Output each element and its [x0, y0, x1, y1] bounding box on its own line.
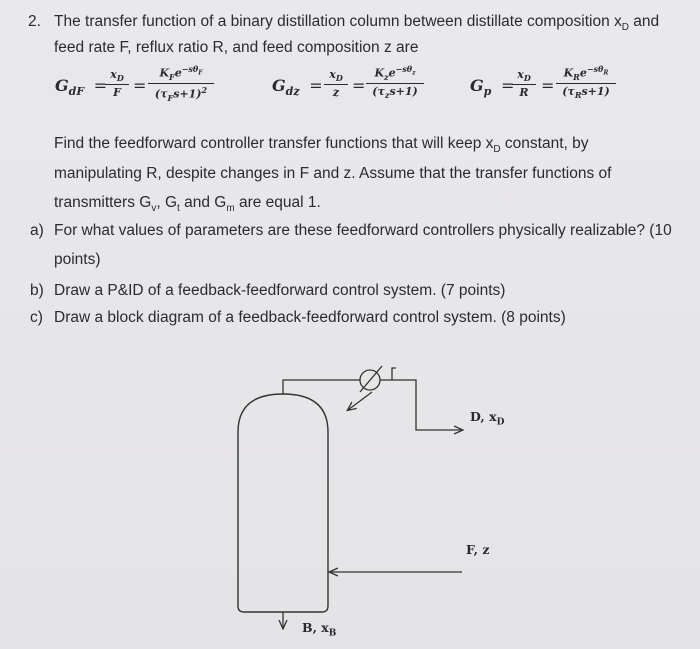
question-number: 2.: [28, 13, 41, 30]
eq2-frac2-e: e: [388, 66, 396, 80]
eq2-frac1-den: z: [332, 86, 340, 100]
eq1-frac2-den-a: (τ: [154, 87, 168, 101]
distillate-label-text: D, x: [470, 409, 497, 424]
bottoms-label: [302, 620, 336, 639]
body-line3-c: and G: [179, 194, 227, 211]
body-line2: manipulating R, despite changes in F and z. Assume that the transfer functions of: [54, 165, 612, 182]
feed-label: F, z: [466, 542, 490, 557]
eq1-lhs-sub: dF: [68, 85, 85, 99]
part-a-label: a): [30, 222, 44, 239]
eq2-lhs-sub: dz: [285, 85, 300, 99]
question-intro-line2: feed rate F, reflux ratio R, and feed composition z are: [54, 39, 419, 56]
eq3-frac2-k-sub: R: [573, 71, 580, 82]
eq3-frac2-k: K: [563, 66, 574, 80]
eq2-frac2-den-b: s+1): [389, 84, 418, 98]
eq2-equals-2: =: [352, 76, 366, 95]
reflux-arrow: [348, 392, 372, 410]
eq1-frac1-num: x: [110, 68, 117, 81]
eq2-frac2-den-sub: z: [384, 90, 390, 101]
eq3-frac1-den: R: [519, 86, 529, 100]
body-line3-sub2: t: [177, 203, 180, 215]
eq1-equals-2: =: [133, 76, 147, 95]
eq2-frac2-k: K: [374, 66, 385, 80]
eq1-frac1-den: F: [113, 86, 121, 100]
eq3-frac2-sup: −sθ: [586, 64, 604, 74]
eq1-frac2-k: K: [159, 66, 170, 80]
eq2-frac2-k-sub: z: [384, 71, 389, 82]
eq2-frac1-num: x: [329, 68, 336, 81]
eq1-frac2-sup: −sθ: [181, 64, 199, 74]
eq1-equals-1: =: [93, 76, 108, 95]
part-a-text-line1: For what values of parameters are these feedforward controllers physically realizable? (10: [54, 222, 672, 239]
eq1-frac1-num-sub: D: [116, 73, 124, 84]
intro-sub: D: [621, 22, 629, 34]
body-line1-b: constant, by: [500, 135, 589, 152]
eq3-equals-2: =: [541, 76, 555, 95]
distillate-label: [470, 409, 504, 428]
eq1-frac2-e: e: [174, 66, 182, 80]
body-line1-a: Find the feedforward controller transfer functions that will keep x: [54, 135, 494, 152]
eq1-frac2-k-sub: F: [169, 71, 175, 82]
control-valve-icon: [360, 366, 382, 392]
body-line3-b: , G: [156, 194, 177, 211]
eq3-frac2-e: e: [579, 66, 587, 80]
body-line3-sub3: m: [226, 203, 235, 215]
eq1-lhs-g: G: [55, 76, 69, 95]
eq2-frac2-den-a: (τ: [372, 84, 385, 98]
eq2-frac2-sup: −sθ: [395, 64, 413, 74]
body-line1-sub: D: [493, 144, 501, 156]
bottoms-label-text: B, x: [302, 620, 329, 635]
eq3-frac1-num: x: [517, 68, 524, 81]
intro-text-a: The transfer function of a binary distillation column between distillate composition x: [54, 13, 622, 30]
body-line3-sub1: v: [151, 203, 157, 215]
eq1-frac2-den-pow: 2: [201, 84, 208, 95]
eq3-frac1-num-sub: D: [523, 73, 531, 84]
part-b-label: b): [30, 282, 44, 299]
eq1-frac2-den-b: s+1): [173, 87, 202, 101]
intro-text-b: and: [629, 13, 660, 30]
reflux-line: [392, 368, 396, 380]
column-vessel: [238, 394, 328, 612]
distillate-label-sub: D: [496, 417, 505, 428]
eq2-equals-1: =: [309, 76, 323, 95]
eq3-equals-1: =: [500, 76, 515, 95]
eq3-frac2-sup-sub: R: [603, 69, 609, 77]
eq1-frac2-sup-sub: F: [198, 69, 203, 77]
part-c-text: Draw a block diagram of a feedback-feedforward control system. (8 points): [54, 309, 566, 326]
part-a-text-line2: points): [54, 251, 101, 268]
bottoms-label-sub: B: [328, 628, 337, 639]
eq1-frac2-den-sub: F: [167, 92, 174, 103]
eq3-frac2-den-a: (τ: [562, 84, 575, 98]
eq2-frac1-num-sub: D: [335, 73, 343, 84]
eq3-frac2-den-sub: R: [574, 90, 582, 101]
part-b-text: Draw a P&ID of a feedback-feedforward control system. (7 points): [54, 282, 506, 299]
eq3-lhs-sub: p: [483, 85, 492, 99]
eq2-lhs-g: G: [272, 76, 286, 95]
eq3-frac2-den-b: s+1): [581, 84, 610, 98]
body-line3-a: transmitters G: [54, 194, 152, 211]
part-c-label: c): [30, 309, 43, 326]
body-line3-d: are equal 1.: [234, 194, 321, 211]
eq3-lhs-g: G: [470, 76, 484, 95]
eq2-frac2-sup-sub: z: [412, 69, 416, 77]
